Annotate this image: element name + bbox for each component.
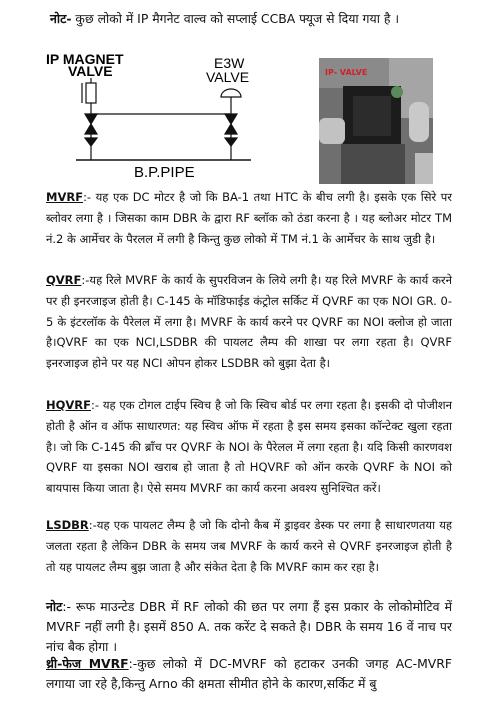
e3w-label-1: E3W [214,55,245,71]
valve-diagram [46,50,316,184]
text-lsdbr: :-यह एक पायलट लैम्प है जो कि दोनो कैब में ड्राइवर डेस्क पर लगा है साधारणतया यह जलता रहता है लेकिन DBR के समय जब MVRF के कार्य करने से QVRF इनरजाइज होती है तो यह पायलट लैम्प बुझ जाता है और संकेत देता है कि MVRF काम कर रहा है। [46,518,452,574]
term-lsdbr: LSDBR [46,518,89,532]
ip-valve-label-2: VALVE [68,63,113,79]
text-note: :- रूफ माउन्टेड DBR में RF लोको की छत पर लगा हैं इस प्रकार के लोकोमोटिव में MVRF नहीं लगी है। इसमें 850 A. तक करेंट दे सकते है। DBR के समय 16 वें नाच पर नांच बैक होगा । [46,599,452,655]
paragraph-mvrf [46,187,452,249]
top-note [50,10,399,27]
text-qvrf: :-यह रिले MVRF के कार्य के सुपरविजन के लिये लगी है। यह रिले MVRF के कार्य करने पर ही इनरजाइज होती है। C-145 के मॉडिफाईड कंट्रोल सर्किट में QVRF का एक NOI GR. 0-5 के इंटरलॉक के पैरेलल में लगा है। MVRF के कार्य करने पर QVRF का NOI क्लोज हो जाता है।QVRF का एक NCI,LSDBR की पायलट लैम्प की शाखा पर लगा रहता है। QVRF इनरजाइज होने पर यह NCI ओपन होकर LSDBR को बुझा देता है। [46,273,452,371]
note-label: नोट- [50,11,72,26]
term-hqvrf: HQVRF [46,398,92,412]
text-mvrf: :- यह एक DC मोटर है जो कि BA-1 तथा HTC के बीच लगी है। इसके एक सिरे पर ब्लोवर लगा है । जिसका काम DBR के द्वारा RF ब्लॉक को ठंडा करना है । यह ब्लोअर मोटर TM नं.2 के आर्मेचर के पैरलल में लगी है किन्तु कुछ लोको में TM नं.1 के आर्मेचर के साथ जुडी है। [46,190,452,246]
e3w-label-2: VALVE [206,69,250,85]
ip-valve-photo [319,58,433,184]
term-note: नोट [46,599,63,614]
paragraph-hqvrf [46,395,452,499]
text-hqvrf: :- यह एक टोगल टाईप स्विच है जो कि स्विच बोर्ड पर लगा रहता है। इसकी दो पोजीशन होती है ऑन व ऑफ साधारणत: यह स्विच ऑफ में रहता है इस समय इसका कॉन्टेक्ट खुला रहता है। जो कि C-145 की ब्रॉंच पर QVRF के NOI के पैरेलल में लगा रहता है। यदि किसी कारणवश QVRF या इसका NOI खराब हो जाता है तो HQVRF को ऑन करके QVRF के NOI को बायपास किया जाता है। ऐसे समय MVRF का कार्य करना अवश्य सुनिश्चित करें। [46,398,452,496]
paragraph-lsdbr [46,515,452,577]
photo-caption: IP- VALVE [325,68,368,77]
term-three-phase-mvrf: थ्री-फेज MVRF [46,656,129,671]
bp-pipe-label: B.P.PIPE [134,164,195,181]
term-mvrf: MVRF [46,190,84,204]
pipe-fitting [409,102,429,142]
ip-valve-label-1: IP MAGNET [46,51,124,67]
ip-valve-photo-svg [319,58,433,184]
e3w-valve-icon [221,89,241,160]
paragraph-three-phase-mvrf [46,654,452,694]
note-text: कुछ लोको में IP मैगनेट वाल्व को सप्लाई CCBA फ्यूज से दिया गया है । [71,11,400,26]
paragraph-qvrf [46,270,452,374]
text-three-phase-mvrf: :-कुछ लोको में DC-MVRF को हटाकर उनकी जगह AC-MVRF लगाया जा रहे है,किन्तु Arno की क्षमता सीमीत होने के कारण,सर्किट में बु [46,656,452,692]
ip-magnet-valve-icon [82,78,230,160]
valve-diagram-svg [46,50,316,184]
paragraph-note-roof-dbr [46,597,452,658]
term-qvrf: QVRF [46,273,82,287]
